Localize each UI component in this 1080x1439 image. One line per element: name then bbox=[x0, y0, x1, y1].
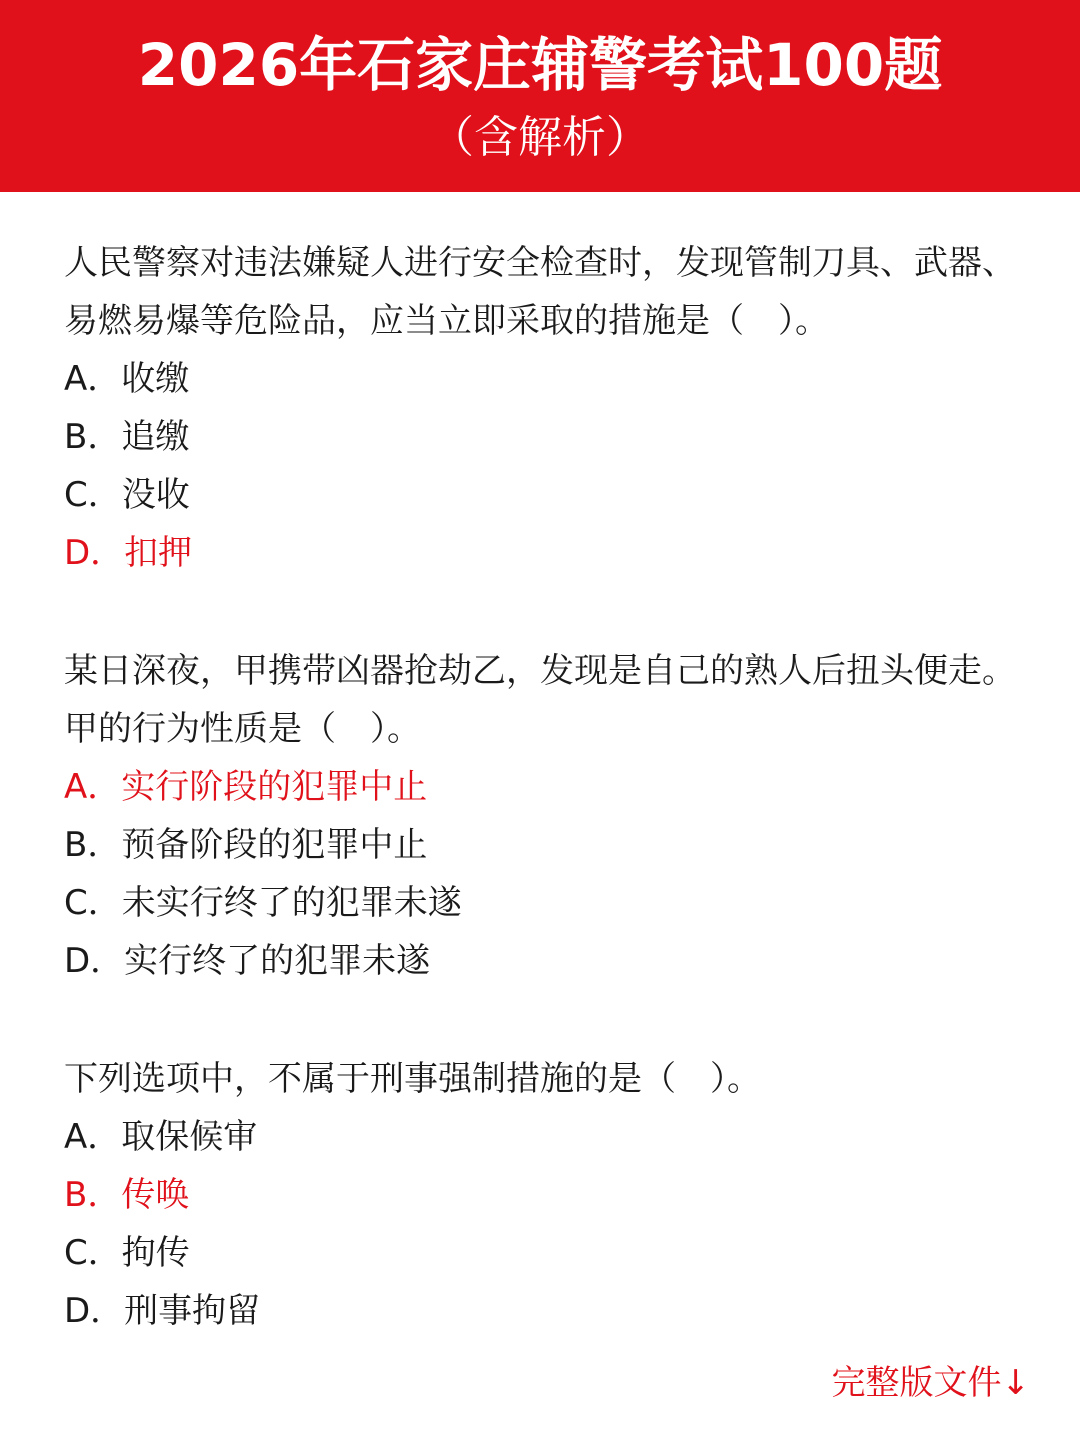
option-c: C．未实行终了的犯罪未遂 bbox=[64, 883, 462, 923]
option-d: D．刑事拘留 bbox=[64, 1291, 261, 1331]
full-version-link[interactable]: 完整版文件↓ bbox=[831, 1363, 1030, 1403]
question-stem: 下列选项中，不属于刑事强制措施的是（ ）。 bbox=[64, 1059, 761, 1099]
page-title: 2026年石家庄辅警考试100题 bbox=[137, 31, 943, 99]
option-a-correct: A．实行阶段的犯罪中止 bbox=[64, 767, 428, 807]
question-2 bbox=[64, 642, 1024, 990]
option-a: A．取保候审 bbox=[64, 1117, 258, 1157]
option-d: D．实行终了的犯罪未遂 bbox=[64, 941, 431, 981]
page-subtitle: （含解析） bbox=[430, 112, 650, 163]
option-b: B．预备阶段的犯罪中止 bbox=[64, 825, 428, 865]
option-c: C．拘传 bbox=[64, 1233, 190, 1273]
question-stem: 人民警察对违法嫌疑人进行安全检查时，发现管制刀具、武器、易燃易爆等危险品，应当立即采取的措施是（ ）。 bbox=[64, 243, 1016, 341]
header-banner bbox=[0, 0, 1080, 192]
option-b-correct: B．传唤 bbox=[64, 1175, 190, 1215]
question-stem: 某日深夜，甲携带凶器抢劫乙，发现是自己的熟人后扭头便走。甲的行为性质是（ ）。 bbox=[64, 651, 1016, 749]
option-d-correct: D．扣押 bbox=[64, 533, 193, 573]
question-list bbox=[64, 234, 1024, 1400]
question-3 bbox=[64, 1050, 1024, 1340]
option-b: B．追缴 bbox=[64, 417, 190, 457]
question-1 bbox=[64, 234, 1024, 582]
option-c: C．没收 bbox=[64, 475, 190, 515]
option-a: A．收缴 bbox=[64, 359, 190, 399]
